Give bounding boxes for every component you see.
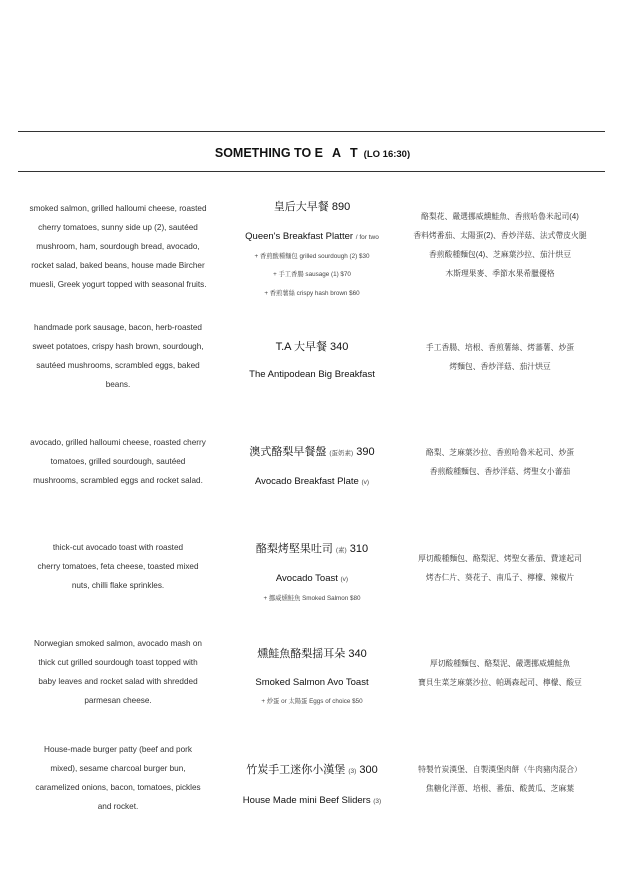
- item-description-zh: 特製竹炭漢堡、自製漢堡肉餅（牛肉豬肉混合） 焦糖化洋蔥、培根、番茄、酸黃瓜、芝麻葉: [418, 765, 582, 793]
- item-addon: + 香煎薯絲 crispy hash brown $60: [264, 290, 360, 297]
- item-description-en: House-made burger patty (beef and pork mixed), sesame charcoal burger bun, caramelized onions, bacon, tomatoes, pickles and rocket.: [35, 745, 201, 811]
- item-addon: + 香煎酸種麵包 grilled sourdough (2) $30: [254, 253, 370, 260]
- item-name-zh: 澳式酪梨早餐盤 (蛋奶素) 390: [249, 446, 375, 458]
- item-description-en: Norwegian smoked salmon, avocado mash on thick cut grilled sourdough toast topped with baby leaves and rocket salad with shredded parmesan cheese.: [34, 639, 202, 705]
- item-description-en: handmade pork sausage, bacon, herb-roasted sweet potatoes, crispy hash brown, sourdough, sautéed mushrooms, scrambled eggs, baked beans.: [32, 323, 204, 389]
- item-names: [222, 339, 402, 383]
- item-description-zh: 酪梨花、嚴選挪威燻鮭魚、香煎哈魯米起司(4) 香料烤番茄、太陽蛋(2)、香炒洋菇、法式帶皮火腿 香煎酸種麵包(4)、芝麻葉沙拉、茄汁烘豆 木斯理果麥、季節水果希臘優格: [413, 212, 587, 278]
- section-title-lead: SOMETHING TO: [214, 146, 315, 160]
- item-name-zh: 酪梨烤堅果吐司 (素) 310: [255, 543, 369, 555]
- item-name-en: Smoked Salmon Avo Toast: [255, 677, 369, 688]
- item-names: [222, 199, 402, 303]
- item-names: [222, 762, 402, 810]
- item-description-zh: 手工香腸、培根、香煎薯絲、烤蕃薯、炒蛋 烤麵包、香炒洋菇、茄汁烘豆: [425, 343, 575, 371]
- item-description-en: smoked salmon, grilled halloumi cheese, roasted cherry tomatoes, sunny side up (2), sautéed mushroom, ham, sourdough bread, avocado, rocket salad, baked beans, house made Bircher muesli, Greek yogurt topped with seasonal fruits.: [29, 204, 207, 289]
- item-addon: + 挪威燻鮭魚 Smoked Salmon $80: [263, 595, 361, 602]
- item-name-en: Queen's Breakfast Platter / for two: [245, 231, 379, 242]
- item-description-zh: 厚切酸種麵包、酪梨泥、嚴選挪威燻鮭魚 寶貝生菜芝麻葉沙拉、帕瑪森起司、檸檬、酸豆: [418, 659, 582, 687]
- item-addon: + 炒蛋 or 太陽蛋 Eggs of choice $50: [261, 698, 363, 705]
- item-name-zh: T.A 大早餐 340: [275, 341, 349, 353]
- item-name-zh: 燻鮭魚酪梨揺耳朵 340: [257, 648, 367, 660]
- item-addon: + 手工香腸 sausage (1) $70: [273, 271, 351, 278]
- last-order-note: (LO 16:30): [363, 149, 411, 160]
- item-name-en: House Made mini Beef Sliders (3): [242, 795, 382, 806]
- item-name-en: Avocado Breakfast Plate (v): [254, 476, 370, 487]
- item-names: [222, 646, 402, 710]
- item-description-zh: 厚切酸種麵包、酪梨泥、烤聖女番茄、費達起司 烤杏仁片、葵花子、南瓜子、檸檬、辣椒片: [418, 554, 582, 582]
- item-name-zh: 竹炭手工迷你小漢堡 (3) 300: [246, 764, 378, 776]
- bottom-divider: [18, 171, 605, 172]
- item-name-en: Avocado Toast (v): [275, 573, 349, 584]
- item-description-zh: 酪梨、芝麻葉沙拉、香煎哈魯米起司、炒蛋 香煎酸種麵包、香炒洋菇、烤聖女小蕃茄: [425, 448, 575, 476]
- section-title: [0, 146, 625, 160]
- item-names: [222, 541, 402, 607]
- item-description-en: avocado, grilled halloumi cheese, roasted cherry tomatoes, grilled sourdough, sautéed mushrooms, scrambled eggs and rocket salad.: [30, 438, 206, 485]
- item-names: [222, 444, 402, 491]
- item-description-en: thick-cut avocado toast with roasted cherry tomatoes, feta cheese, toasted mixed nuts, chilli flake sprinkles.: [37, 543, 199, 590]
- item-name-en: The Antipodean Big Breakfast: [249, 369, 375, 380]
- section-title-eat: E A T: [314, 146, 361, 160]
- top-divider: [18, 131, 605, 132]
- item-name-zh: 皇后大早餐 890: [273, 201, 351, 213]
